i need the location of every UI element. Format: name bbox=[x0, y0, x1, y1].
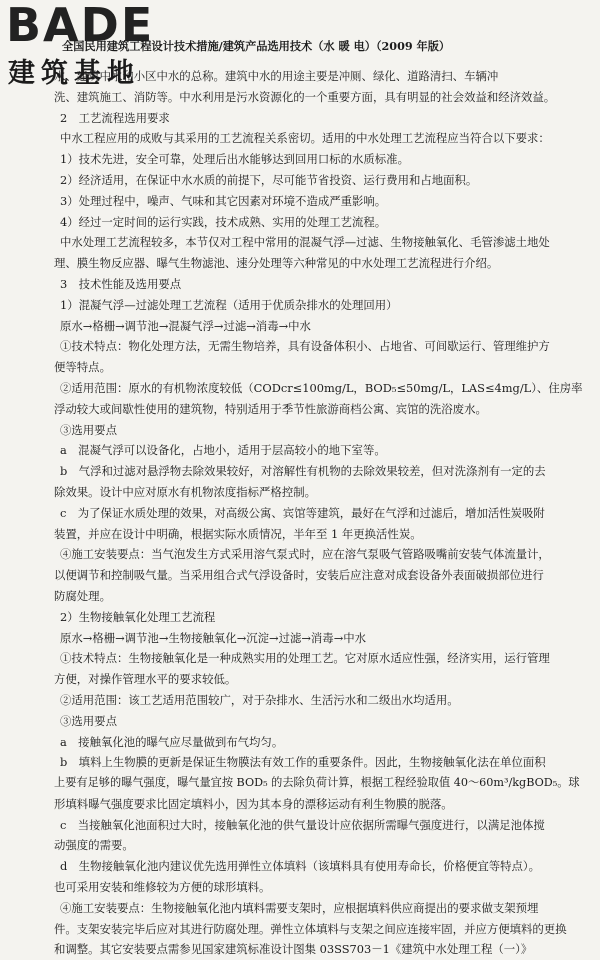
list-item: c 为了保证水质处理的效果，对高级公寓、宾馆等建筑，最好在气浮和过滤后，增加活性炭吸附 bbox=[60, 505, 545, 520]
process-flow: 原水→格栅→调节池→生物接触氧化→沉淀→过滤→消毒→中水 bbox=[60, 630, 367, 645]
subsection-heading: 2）生物接触氧化处理工艺流程 bbox=[60, 609, 216, 624]
text-line: ①技术特点：生物接触氧化是一种成熟实用的处理工艺。它对原水适应性强，经济实用，运行管理 bbox=[60, 651, 550, 666]
list-item: 3）处理过程中，噪声、气味和其它因素对环境不造成严重影响。 bbox=[60, 193, 387, 208]
text-line: ③选用要点 bbox=[60, 713, 117, 728]
text-line: 形填料曝气强度要求比固定填料小，因为其本身的漂移运动有利生物膜的脱落。 bbox=[54, 796, 453, 811]
text-line: 水、建筑中水和小区中水的总称。建筑中水的用途主要是冲厕、绿化、道路清扫、车辆冲 bbox=[54, 69, 499, 83]
list-item: a 接触氧化池的曝气应尽量做到布气均匀。 bbox=[60, 734, 284, 749]
text-line: ②适用范围：原水的有机物浓度较低（CODcr≤100mg/L，BOD₅≤50mg/L，LAS≤4mg/L）、住房率 bbox=[60, 380, 583, 395]
section-heading: 2 工艺流程选用要求 bbox=[60, 110, 170, 125]
process-flow: 原水→格栅→调节池→混凝气浮→过滤→消毒→中水 bbox=[60, 318, 311, 333]
text-line: 上要有足够的曝气强度，曝气量宜按 BOD₅ 的去除负荷计算，根据工程经验取值 40～60m³/kgBOD₅。球 bbox=[54, 776, 580, 790]
text-line: 中水工程应用的成败与其采用的工艺流程关系密切。适用的中水处理工艺流程应当符合以下要求： bbox=[60, 131, 550, 146]
text-line: 以便调节和控制吸气量。当采用组合式气浮设备时，安装后应注意对成套设备外表面破损部位进行 bbox=[54, 568, 544, 583]
text-line: ④施工安装要点：当气泡发生方式采用溶气泵式时，应在溶气泵吸气管路吸嘴前安装气体流量计， bbox=[60, 547, 550, 562]
list-item: b 填料上生物膜的更新是保证生物膜法有效工作的重要条件。因此，生物接触氧化法在单位面积 bbox=[60, 755, 546, 770]
list-item: 4）经过一定时间的运行实践，技术成熟、实用的处理工艺流程。 bbox=[60, 214, 387, 229]
watermark-logo: BADE bbox=[6, 0, 155, 52]
subsection-heading: 1）混凝气浮—过滤处理工艺流程（适用于优质杂排水的处理回用） bbox=[60, 297, 398, 312]
text-line: 洗、建筑施工、消防等。中水利用是污水资源化的一个重要方面，具有明显的社会效益和经济效益。 bbox=[54, 89, 556, 104]
list-item: 2）经济适用，在保证中水水质的前提下，尽可能节省投资、运行费用和占地面积。 bbox=[60, 172, 478, 187]
list-item: a 混凝气浮可以设备化，占地小，适用于层高较小的地下室等。 bbox=[60, 443, 386, 458]
text-line: 方便，对操作管理水平的要求较低。 bbox=[54, 672, 237, 687]
list-item: c 当接触氧化池面积过大时，接触氧化池的供气量设计应依据所需曝气强度进行，以满足池体搅 bbox=[60, 817, 545, 832]
running-header: 全国民用建筑工程设计技术措施/建筑产品选用技术（水 暖 电）（2009 年版） bbox=[62, 39, 451, 53]
text-line: 除效果。设计中应对原水有机物浓度指标严格控制。 bbox=[54, 484, 316, 499]
text-line: ②适用范围：该工艺适用范围较广，对于杂排水、生活污水和二级出水均适用。 bbox=[60, 692, 459, 707]
text-line: 浮动较大或间歇性使用的建筑物，特别适用于季节性旅游商档公寓、宾馆的洗浴废水。 bbox=[54, 401, 487, 416]
text-line: ④施工安装要点：生物接触氧化池内填料需要支架时，应根据填料供应商提出的要求做支架预埋 bbox=[60, 900, 539, 915]
page-body bbox=[54, 66, 584, 960]
text-line: 和调整。其它安装要点需参见国家建筑标准设计图集 03SS703－1《建筑中水处理工程（一）》 bbox=[54, 942, 533, 957]
text-line: 件。支架安装完毕后应对其进行防腐处理。弹性立体填料与支架之间应连接牢固，并应方便填料的更换 bbox=[54, 921, 567, 936]
text-line: ③选用要点 bbox=[60, 422, 117, 437]
text-line: 也可采用安装和维修较为方便的球形填料。 bbox=[54, 880, 271, 895]
list-item: b 气浮和过滤对悬浮物去除效果较好，对溶解性有机物的去除效果较差，但对洗涤剂有一定的去 bbox=[60, 464, 546, 479]
list-item: 1）技术先进，安全可靠，处理后出水能够达到回用口标的水质标准。 bbox=[60, 152, 409, 167]
text-line: 便等特点。 bbox=[54, 360, 111, 375]
text-line: 理、膜生物反应器、曝气生物滤池、速分处理等六种常见的中水处理工艺流程进行介绍。 bbox=[54, 256, 499, 271]
watermark-subtitle: 建筑基地 bbox=[8, 58, 140, 89]
text-line: ①技术特点：物化处理方法，无需生物培养，具有设备体积小、占地省、可间歇运行、管理维护方 bbox=[60, 339, 550, 354]
text-line: 中水处理工艺流程较多，本节仅对工程中常用的混凝气浮—过滤、生物接触氧化、毛管渗滤土地处 bbox=[60, 235, 550, 250]
text-line: 防腐处理。 bbox=[54, 588, 111, 603]
section-heading: 3 技术性能及选用要点 bbox=[60, 276, 182, 291]
list-item: d 生物接触氧化池内建议优先选用弹性立体填料（该填料具有使用寿命长，价格便宜等特点）。 bbox=[60, 859, 541, 874]
text-line: 装置，并应在设计中明确，根据实际水质情况，半年至 1 年更换活性炭。 bbox=[54, 526, 422, 541]
text-line: 动强度的需要。 bbox=[54, 838, 134, 853]
